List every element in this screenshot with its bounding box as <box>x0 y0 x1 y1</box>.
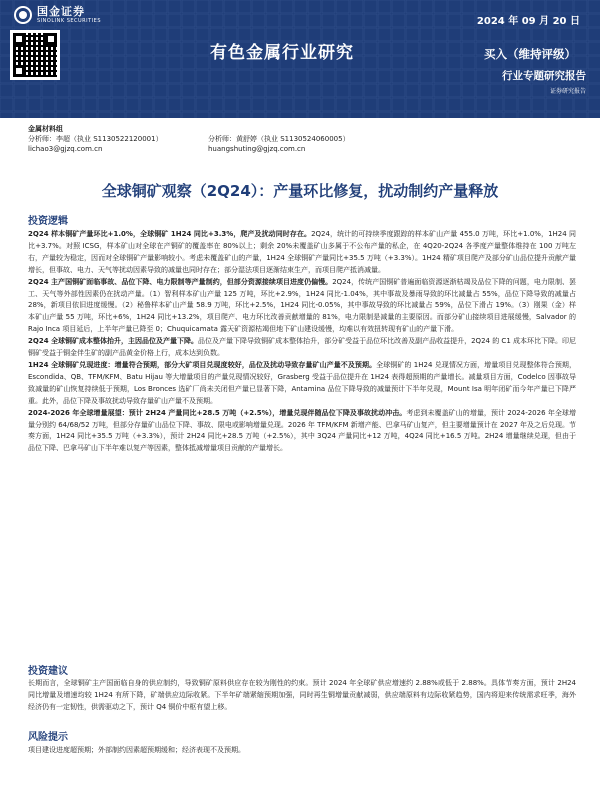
analyst-1-email[interactable]: lichao3@gjzq.com.cn <box>28 145 103 153</box>
report-subtype: 证券研究报告 <box>549 88 586 95</box>
advice-body <box>28 678 576 714</box>
logo-icon <box>14 6 32 24</box>
analyst-1-name: 分析师：李超（执业 S1130522120001） <box>28 135 163 143</box>
report-header <box>0 0 600 118</box>
section-heading-risk: 风险提示 <box>28 732 68 743</box>
paragraph-4-lead: 1H24 全球铜矿兑现进度：增量符合预期，部分大矿项目兑现度较好，品位及扰动导致存量矿山产量不及预期。 <box>28 360 377 369</box>
paragraph-5-text: 考虑到未覆盖矿山的增量，预计 2024-2026 年全球增量分别约 64/68/52 万吨，但部分存量矿山品位下降、事故、限电或影响增量兑现。2026 年 TFM/KFM 新增产能、巴拿马矿山复产，但主要增量预计在 2027 年及之后兑现。节奏方面，1H24 同比+35.5 万吨（+3.3%），预计 2H24 同比+28.5 万吨（+2.5%），其中 3Q24 产量同比+12 万吨，4Q24 同比+16.5 万吨。2H24 增量继续兑现，但由于品位下降、巴拿马矿山下半年难以复产等因素，整体抵减增量项目贡献的产量增长。 <box>28 408 576 453</box>
analyst-group: 金属材料组 <box>28 125 63 133</box>
paragraph-4-text: 全球铜矿的 1H24 兑现情况方面，增量项目兑现整体符合预期，Escondida、QB、TFM/KFM、Batu Hijau 等大增量项目的产量兑现情况较好，Grasberg 受益于品位提升在 1H24 表得超预期的产量增长。减量项目方面，Codelco 因事故导致减量的矿山恢复持续低于预期，Los Bronces 选矿厂尚未关闭但产量已显著下降，Antamina 品位下降导致的减量预计下半年兑现，Mount Isa 明年闭矿而今年产量已下降严重。此外，品位下降及事故扰动导致存量矿山产量不及预期。 <box>28 360 577 405</box>
logo-cn-text: 国金证券 <box>37 5 85 18</box>
paragraph-2-text: 2Q24，传统产国铜矿普遍面临资源逐渐枯竭及品位下降的问题，电力限制、罢工、天气等外部性因素仍在扰动产量。（1）智利样本矿山产量 125 万吨，环比+2.9%，1H24 同比-1.04%，其中事故及暴雨导致的环比减量占 55%，品位下降导致的减量占 28%，新项目依旧进度缓慢。（2）秘鲁样本矿山产量 58.9 万吨，环比+2.5%，1H24 同比-0.05%，其中事故导致的环比减量占 59%，品位下滑占 19%。（3）刚果（金）样本矿山产量 55 万吨，环比+6%，1H24 同比+13.2%，项目爬产、电力环比改善贡献增量的 81%，电力限制是减量的主要原因。而部分矿山接续项目进展缓慢，Salvador 的 Rajo Inca 项目延后，上半年产量已降至 0；Chuquicamata 露天矿资源枯竭但地下矿山建设缓慢，均难以有效扭转现有矿山的产量下滑。 <box>28 277 577 334</box>
risk-body <box>28 745 576 757</box>
paragraph-3 <box>28 336 576 360</box>
paragraph-1-text: 2Q24，统计的可持续季度跟踪的样本矿山产量 455.0 万吨，环比+1.0%，1H24 同比+3.7%。对照 ICSG，样本矿山对全球在产铜矿的覆盖率在 80%以上；剩余 20%未覆盖矿山多属于不公布产量的私企，在 4Q20-2Q24 各季度产量整体维持在 100 万吨左右，产量较为稳定，因而对全球铜矿产量影响较小。考虑未覆盖矿山的产量，1H24 全球铜矿产量同比+35.5 万吨（+3.3%）。1H24 精矿项目爬产及部分矿山品位提升贡献产量增长，但事故、电力、天气等扰动因素导致的减量也同时存在；部分湿法项目逐渐结束生产，而项目爬产抵消减量。 <box>28 230 576 274</box>
paragraph-1-lead: 2Q24 样本铜矿产量环比+1.0%，全球铜矿 1H24 同比+3.3%，爬产及扰动同时存在。 <box>28 230 312 238</box>
logo-en-text: SINOLINK SECURITIES <box>37 18 101 24</box>
paragraph-5 <box>28 408 576 456</box>
advice-paragraph: 长期而言，全球铜矿主产国面临自身的供应制约，导致铜矿原料供应存在较为刚性的约束。预计 2024 年全球矿供应增速约 2.88%或低于 2.88%。具体节奏方面，预计 2H24 同比增量及增速均较 1H24 有所下降，矿端供应边际收紧。下半年矿端紧缩预期加强，同时再生铜增量贡献减弱，供应端原料有边际收紧趋势，国内将迎来传统需求旺季，海外经济仍有一定韧性，供需驱动之下，预计 Q4 铜价中枢有望上移。 <box>28 679 576 711</box>
paragraph-3-lead: 2Q24 全球铜矿成本整体抬升，主因品位及产量下降。 <box>28 337 199 346</box>
report-type: 行业专题研究报告 <box>502 70 586 82</box>
paragraph-5-lead: 2024-2026 年全球增量展望：预计 2H24 产量同比+28.5 万吨（+2.5%），增量兑现伴随品位下降及事故扰动冲击。 <box>28 408 407 417</box>
paragraph-2-lead: 2Q24 主产国铜矿面临事故、品位下降、电力限制等产量制约，但部分资源接续项目进度仍偏慢。 <box>28 277 333 286</box>
section-heading-logic: 投资逻辑 <box>28 216 68 227</box>
paragraph-1 <box>28 229 576 277</box>
paragraph-2 <box>28 277 576 337</box>
industry-title: 有色金属行业研究 <box>210 43 354 63</box>
paragraph-3-text: 品位及产量下降导致铜矿成本整体抬升，部分矿受益于品位环比改善及副产品收益提升，2Q24 的 C1 成本环比下降。印尼铜矿受益于铜金伴生矿的副产品黄金价格上行，成本达到负数。 <box>28 337 577 358</box>
risk-paragraph: 项目建设进度超预期；外部制约因素超预期缓和；经济表现不及预期。 <box>28 746 245 754</box>
report-main-title: 全球铜矿观察（2Q24）：产量环比修复，扰动制约产量释放 <box>101 182 499 200</box>
company-logo <box>14 6 101 24</box>
section-heading-advice: 投资建议 <box>28 666 68 677</box>
analyst-2-email[interactable]: huangshuting@gjzq.com.cn <box>208 145 306 153</box>
analyst-block <box>28 124 408 154</box>
analyst-2-name: 分析师：黄舒婷（执业 S1130524060005） <box>208 135 350 143</box>
paragraph-4 <box>28 360 576 408</box>
report-date: 2024 年 09 月 20 日 <box>476 16 580 27</box>
rating-badge: 买入（维持评级） <box>484 47 576 61</box>
qr-code-icon <box>10 30 60 80</box>
logic-body <box>28 229 576 455</box>
